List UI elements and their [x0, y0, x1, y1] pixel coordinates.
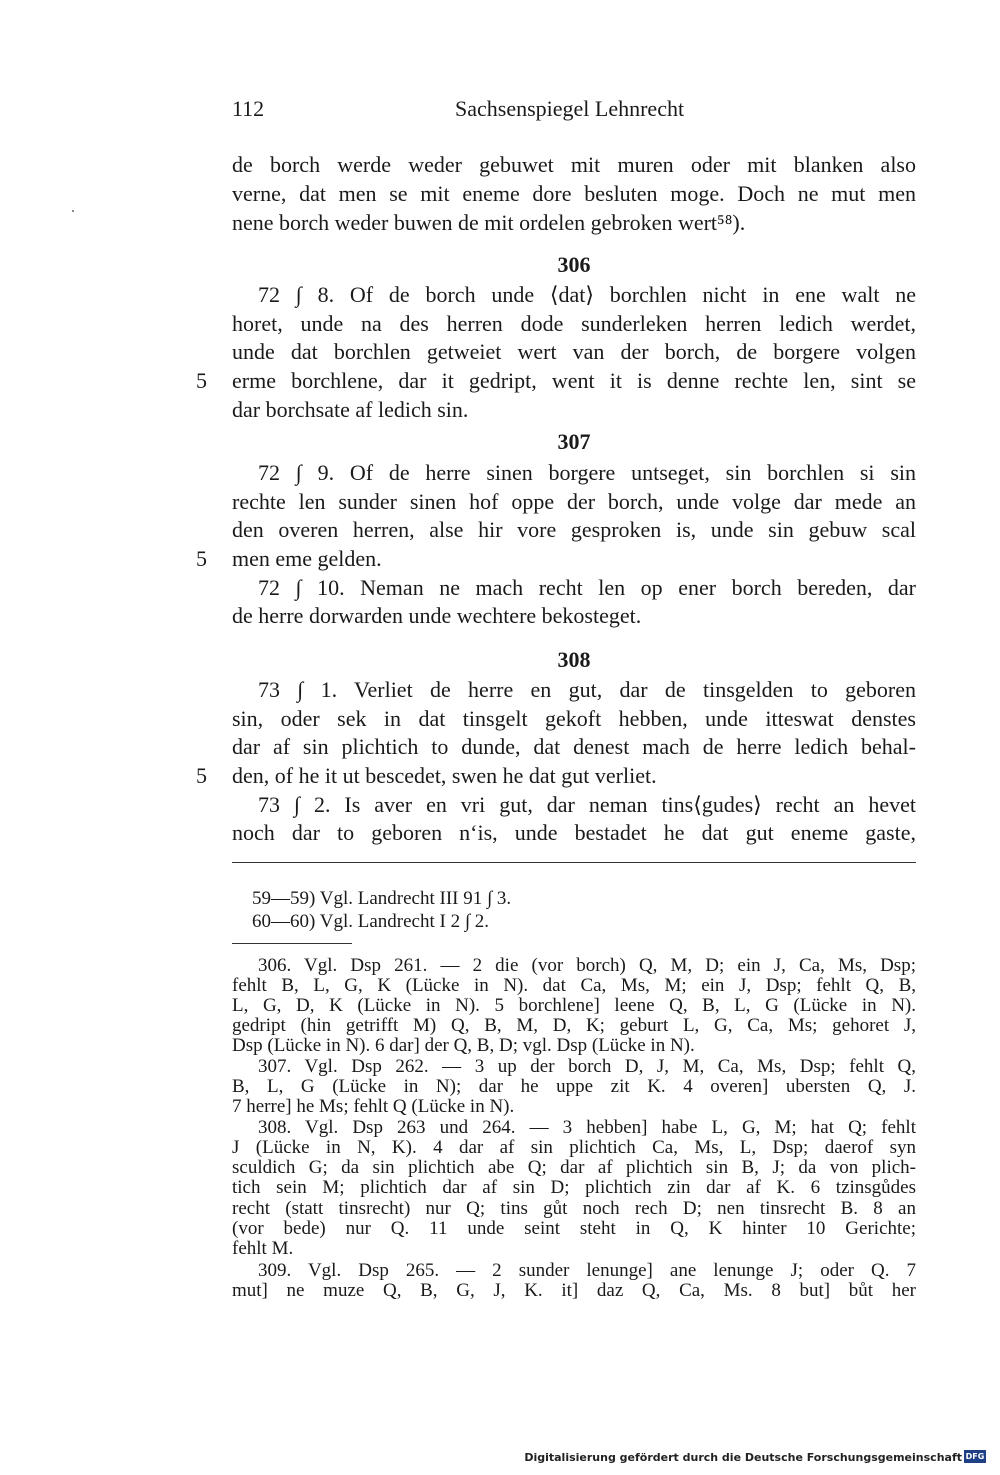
text-line: noch dar to geboren n‘is, unde bestadet he dat gut eneme gaste, [232, 820, 916, 845]
apparatus-line: 307. Vgl. Dsp 262. — 3 up der borch D, J, M, Ca, Ms, Dsp; fehlt Q, [258, 1056, 916, 1077]
text-line: 72 ∫ 10. Neman ne mach recht len op ener borch bereden, dar [258, 575, 916, 600]
apparatus-line: 7 herre] he Ms; fehlt Q (Lücke in N). [232, 1096, 515, 1117]
text-line: den overen herren, alse hir vore gesproken is, unde sin gebuw scal [232, 517, 916, 542]
apparatus-line: 309. Vgl. Dsp 265. — 2 sunder lenunge] ane lenunge J; oder Q. 7 [258, 1260, 916, 1281]
text-line: sin, oder sek in dat tinsgelt gekoft hebben, unde itteswat denstes [232, 706, 916, 731]
apparatus-line: L, G, D, K (Lücke in N). 5 borchlene] leene Q, B, L, G (Lücke in N). [232, 995, 916, 1016]
text-line: 72 ∫ 8. Of de borch unde ⟨dat⟩ borchlen nicht in ene walt ne [258, 282, 916, 307]
digitization-credit: Digitalisierung gefördert durch die Deutsche Forschungsgemeinschaft [524, 1451, 962, 1464]
apparatus-line: B, L, G (Lücke in N); dar he uppe zit K. 4 overen] ubersten Q, J. [232, 1076, 916, 1097]
text-line: men eme gelden. [232, 546, 382, 571]
scan-speck [72, 210, 74, 212]
running-title: Sachsenspiegel Lehnrecht [455, 96, 685, 121]
apparatus-line: tich sein M; plichtich dar af sin D; plichtich zin dar af K. 6 tzinsgůdes [232, 1177, 916, 1198]
text-line: horet, unde na des herren dode sunderleken herren ledich werdet, [232, 311, 916, 336]
apparatus-line: 308. Vgl. Dsp 263 und 264. — 3 hebben] habe L, G, M; hat Q; fehlt [258, 1117, 916, 1138]
text-line: dar borchsate af ledich sin. [232, 397, 469, 422]
text-line: rechte len sunder sinen hof oppe der borch, unde volge dar mede an [232, 489, 916, 514]
section-heading-306: 306 [557, 252, 591, 277]
text-line: 73 ∫ 1. Verliet de herre en gut, dar de tinsgelden to geboren [258, 677, 916, 702]
apparatus-line: mut] ne muze Q, B, G, J, K. it] daz Q, Ca, Ms. 8 but] bůt her [232, 1280, 916, 1301]
text-line: 72 ∫ 9. Of de herre sinen borgere untseget, sin borchlen si sin [258, 460, 916, 485]
text-line: erme borchlene, dar it gedript, went it is denne rechte len, sint se [232, 368, 916, 393]
footnote: 60—60) Vgl. Landrecht I 2 ∫ 2. [252, 911, 490, 932]
section-heading-308: 308 [557, 647, 591, 672]
apparatus-line: 306. Vgl. Dsp 261. — 2 die (vor borch) Q, M, D; ein J, Ca, Ms, Dsp; [258, 955, 916, 976]
text-line: den, of he it ut bescedet, swen he dat gut verliet. [232, 763, 657, 788]
text-line: 73 ∫ 2. Is aver en vri gut, dar neman tins⟨gudes⟩ recht an hevet [258, 792, 916, 817]
footnote-separator [232, 862, 916, 863]
footnote: 59—59) Vgl. Landrecht III 91 ∫ 3. [252, 888, 512, 909]
text-line: de borch werde weder gebuwet mit muren oder mit blanken also [232, 152, 916, 177]
page-header [0, 96, 1000, 128]
apparatus-line: (vor bede) nur Q. 11 unde seint steht in Q, K hinter 10 Gerichte; [232, 1218, 916, 1239]
line-number: 5 [196, 763, 207, 788]
apparatus-line: J (Lücke in N, K). 4 dar af sin plichtich Ca, Ms, L, Dsp; daerof syn [232, 1137, 916, 1158]
apparatus-line: fehlt M. [232, 1238, 294, 1259]
apparatus-line: fehlt B, L, G, K (Lücke in N). dat Ca, Ms, M; ein J, Dsp; fehlt Q, B, [232, 975, 916, 996]
line-number: 5 [196, 368, 207, 393]
text-line: de herre dorwarden unde wechtere bekosteget. [232, 603, 642, 628]
apparatus-line: gedript (hin getrifft M) Q, B, M, D, K; geburt L, G, Ca, Ms; gehoret J, [232, 1015, 916, 1036]
apparatus-line: recht (statt tinsrecht) nur Q; tins gůt noch rech D; nen tinsrecht B. 8 an [232, 1198, 916, 1219]
text-line: unde dat borchlen getweiet wert van der borch, de borgere volgen [232, 339, 916, 364]
text-line: nene borch weder buwen de mit ordelen gebroken wert⁵⁸). [232, 210, 746, 235]
apparatus-line: Dsp (Lücke in N). 6 dar] der Q, B, D; vgl. Dsp (Lücke in N). [232, 1035, 695, 1056]
text-line: dar af sin plichtich to dunde, dat denest mach de herre ledich behal- [232, 734, 916, 759]
line-number: 5 [196, 546, 207, 571]
section-heading-307: 307 [557, 429, 591, 454]
apparatus-line: sculdich G; da sin plichtich abe Q; dar af plichtich sin B, J; da von plich- [232, 1157, 916, 1178]
page-number: 112 [232, 96, 265, 121]
text-line: verne, dat men se mit eneme dore besluten moge. Doch ne mut men [232, 181, 916, 206]
dfg-logo: DFG [965, 1452, 985, 1461]
apparatus-separator [232, 943, 352, 944]
